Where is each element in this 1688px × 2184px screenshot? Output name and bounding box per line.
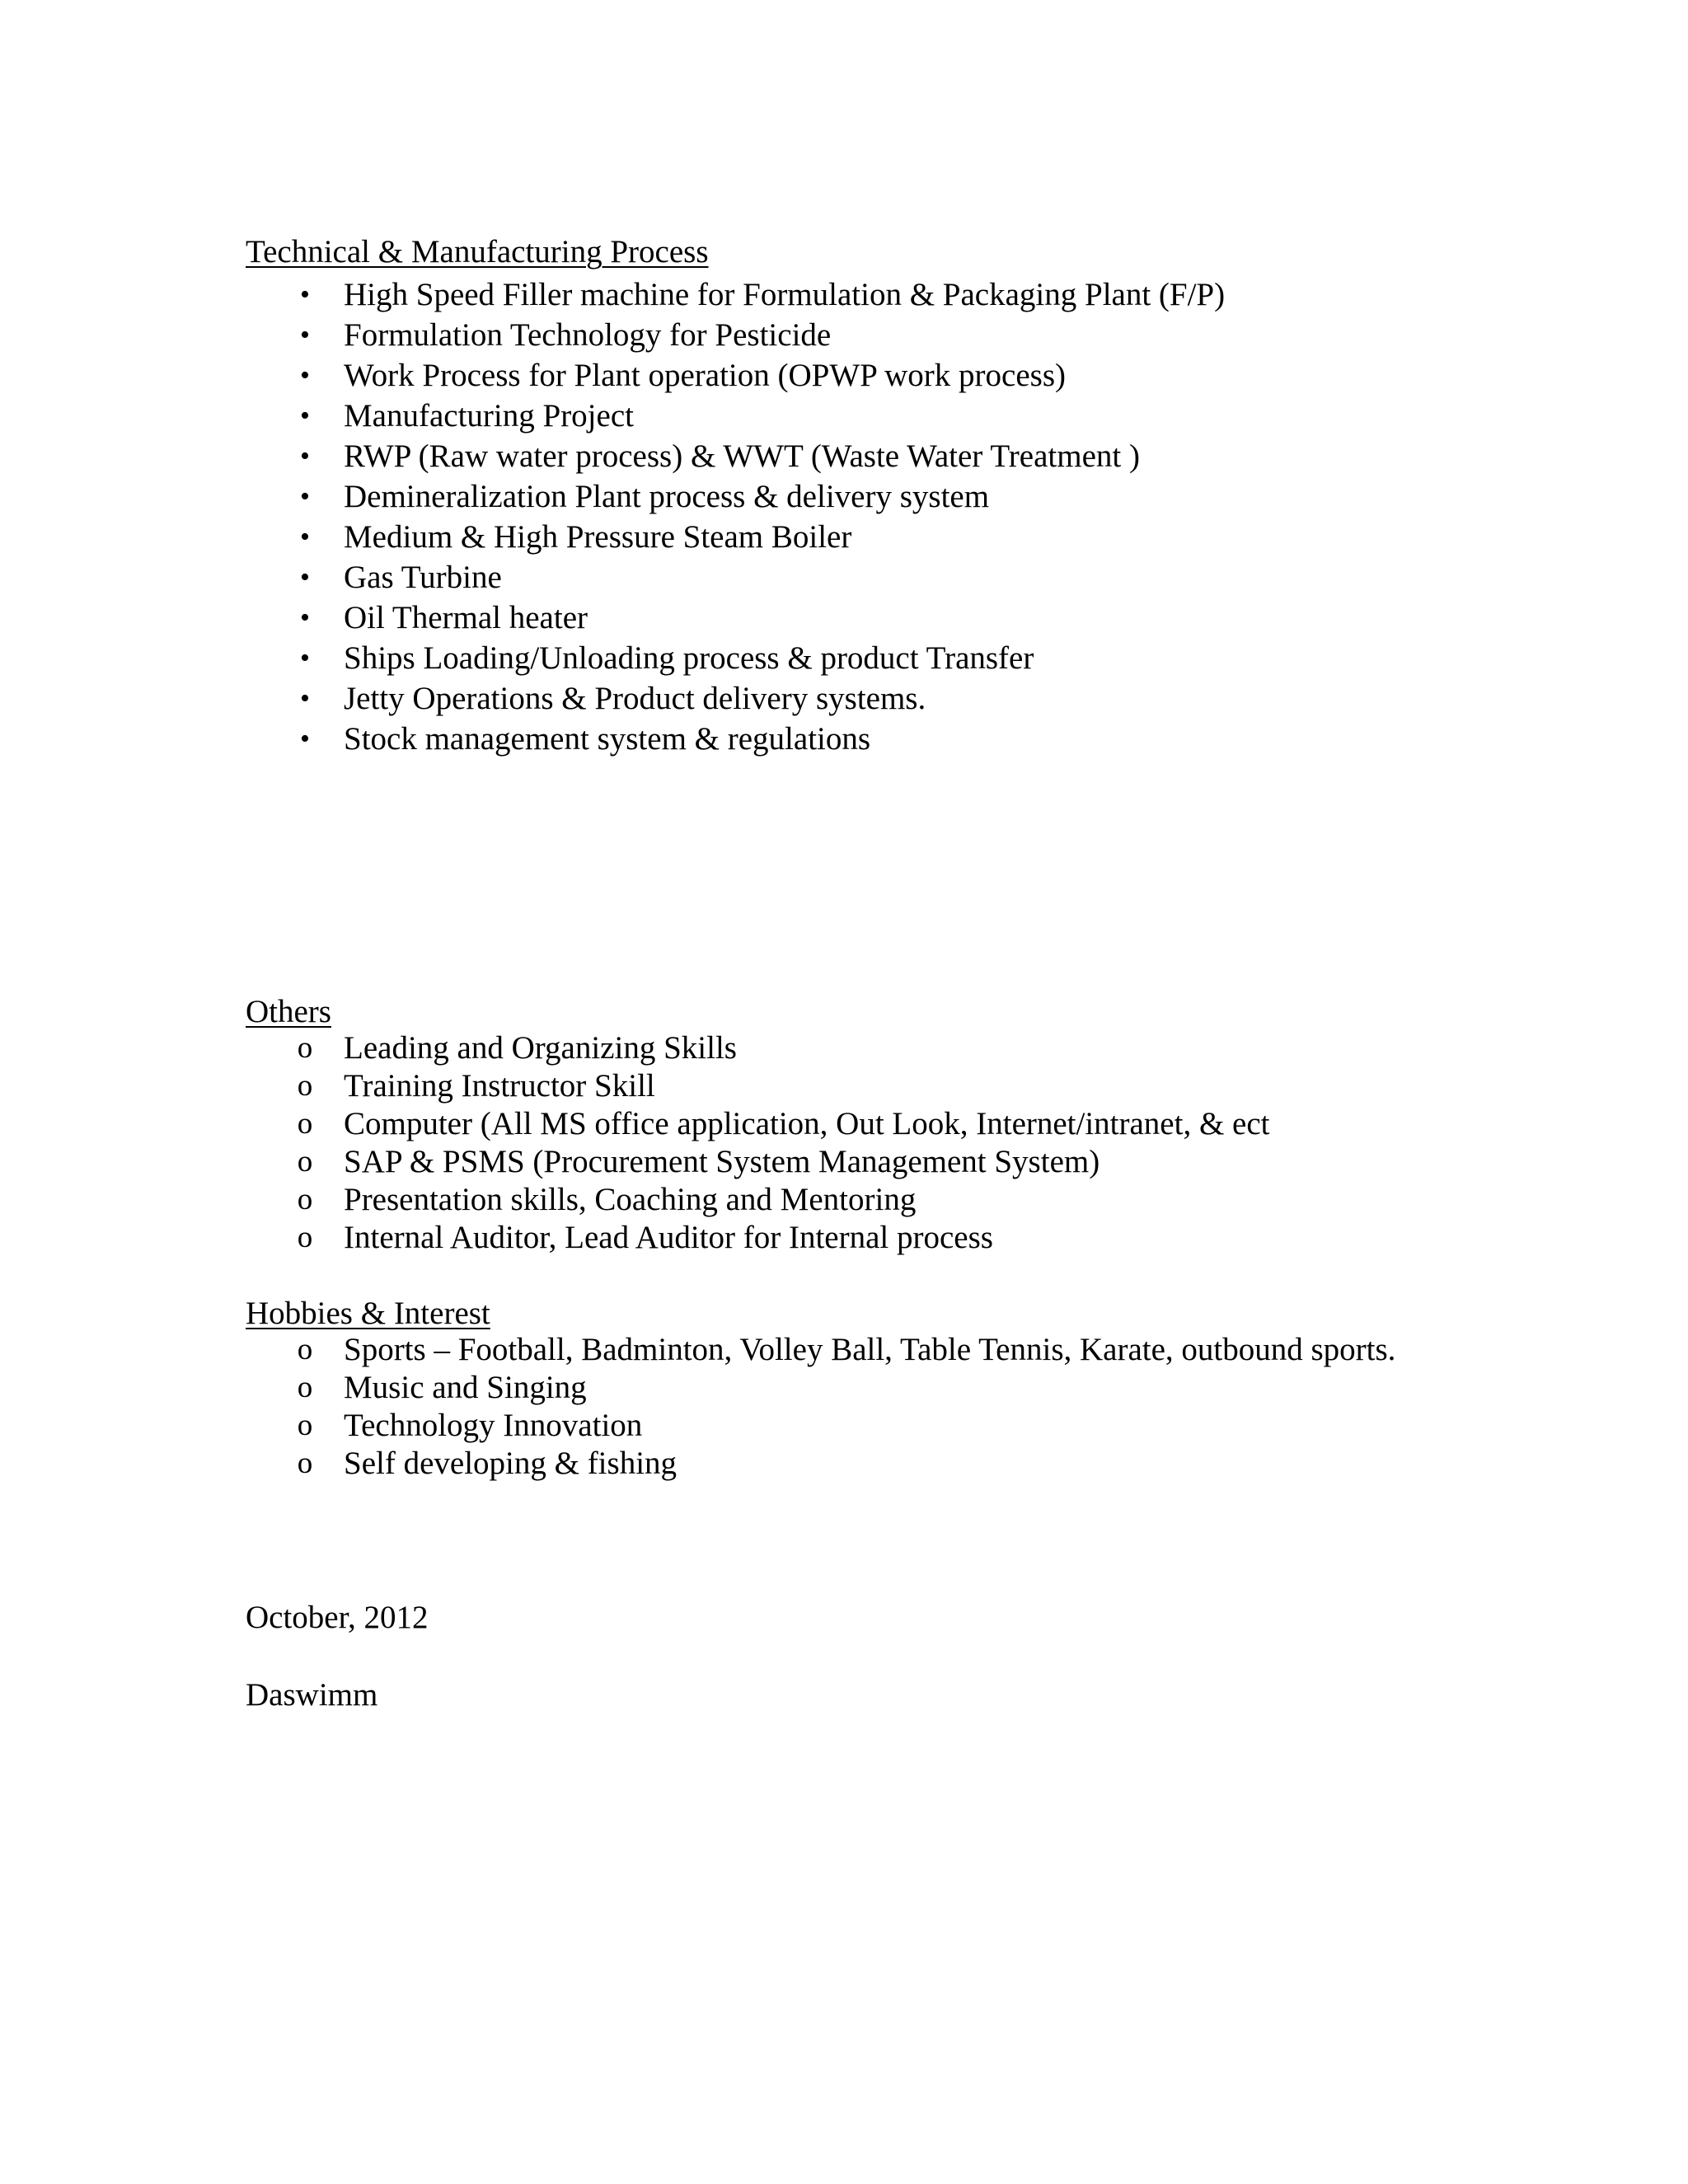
circle-bullet-icon: o bbox=[297, 1145, 313, 1179]
list-item bbox=[246, 1143, 1465, 1181]
list-item bbox=[246, 1067, 1465, 1105]
list-item bbox=[246, 1181, 1465, 1219]
bullet-icon: • bbox=[300, 522, 310, 552]
others-heading: Others bbox=[246, 994, 331, 1029]
document-date: October, 2012 bbox=[246, 1600, 429, 1635]
circle-bullet-icon: o bbox=[297, 1371, 313, 1404]
list-item-text: Work Process for Plant operation (OPWP work process) bbox=[344, 358, 1066, 393]
list-item bbox=[246, 517, 1225, 557]
list-item bbox=[246, 719, 1225, 759]
signature-name: Daswimm bbox=[246, 1677, 378, 1713]
list-item-text: Self developing & fishing bbox=[344, 1446, 678, 1481]
list-item bbox=[246, 1445, 1465, 1483]
list-item bbox=[246, 557, 1225, 598]
list-item-text: Sports – Football, Badminton, Volley Ball, Table Tennis, Karate, outbound sports. bbox=[344, 1332, 1396, 1367]
list-item-text: Training Instructor Skill bbox=[344, 1068, 655, 1104]
list-item-text: Ships Loading/Unloading process & product Transfer bbox=[344, 640, 1034, 676]
list-item bbox=[246, 1407, 1465, 1445]
bullet-icon: • bbox=[300, 562, 310, 593]
list-item-text: Music and Singing bbox=[344, 1370, 587, 1405]
list-item bbox=[246, 638, 1225, 678]
bullet-icon: • bbox=[300, 683, 310, 714]
bullet-icon: • bbox=[300, 643, 310, 673]
bullet-icon: • bbox=[300, 360, 310, 391]
list-item-text: Manufacturing Project bbox=[344, 398, 634, 434]
list-item-text: SAP & PSMS (Procurement System Management System) bbox=[344, 1144, 1100, 1179]
technical-list bbox=[246, 274, 1225, 759]
bullet-icon: • bbox=[300, 401, 310, 431]
list-item-text: High Speed Filler machine for Formulation & Packaging Plant (F/P) bbox=[344, 277, 1226, 312]
list-item-text: Medium & High Pressure Steam Boiler bbox=[344, 519, 852, 555]
list-item-text: Gas Turbine bbox=[344, 560, 502, 595]
bullet-icon: • bbox=[300, 320, 310, 350]
list-item-text: Leading and Organizing Skills bbox=[344, 1030, 737, 1066]
others-list bbox=[246, 1029, 1465, 1257]
list-item bbox=[246, 1029, 1465, 1067]
list-item bbox=[246, 396, 1225, 436]
list-item bbox=[246, 598, 1225, 638]
list-item-text: RWP (Raw water process) & WWT (Waste Water Treatment ) bbox=[344, 438, 1140, 474]
list-item-text: Technology Innovation bbox=[344, 1408, 643, 1443]
circle-bullet-icon: o bbox=[297, 1446, 313, 1480]
list-item bbox=[246, 678, 1225, 719]
circle-bullet-icon: o bbox=[297, 1221, 313, 1254]
circle-bullet-icon: o bbox=[297, 1333, 313, 1366]
circle-bullet-icon: o bbox=[297, 1107, 313, 1141]
circle-bullet-icon: o bbox=[297, 1183, 313, 1216]
list-item bbox=[246, 1331, 1465, 1369]
bullet-icon: • bbox=[300, 279, 310, 310]
list-item-text: Oil Thermal heater bbox=[344, 600, 588, 635]
bullet-icon: • bbox=[300, 481, 310, 512]
circle-bullet-icon: o bbox=[297, 1069, 313, 1103]
technical-heading: Technical & Manufacturing Process bbox=[246, 234, 709, 269]
list-item-text: Stock management system & regulations bbox=[344, 721, 871, 757]
bullet-icon: • bbox=[300, 724, 310, 754]
list-item-text: Internal Auditor, Lead Auditor for Internal process bbox=[344, 1220, 993, 1255]
list-item-text: Formulation Technology for Pesticide bbox=[344, 317, 832, 353]
list-item bbox=[246, 315, 1225, 355]
hobbies-heading: Hobbies & Interest bbox=[246, 1296, 490, 1331]
bullet-icon: • bbox=[300, 602, 310, 633]
list-item bbox=[246, 1219, 1465, 1257]
circle-bullet-icon: o bbox=[297, 1408, 313, 1442]
list-item bbox=[246, 436, 1225, 476]
list-item bbox=[246, 1105, 1465, 1143]
list-item bbox=[246, 274, 1225, 315]
circle-bullet-icon: o bbox=[297, 1031, 313, 1065]
hobbies-list bbox=[246, 1331, 1465, 1483]
list-item bbox=[246, 355, 1225, 396]
bullet-icon: • bbox=[300, 441, 310, 471]
list-item-text: Presentation skills, Coaching and Mentoring bbox=[344, 1182, 917, 1217]
list-item bbox=[246, 476, 1225, 517]
list-item bbox=[246, 1369, 1465, 1407]
list-item-text: Demineralization Plant process & delivery system bbox=[344, 479, 990, 514]
list-item-text: Jetty Operations & Product delivery systems. bbox=[344, 681, 926, 716]
list-item-text: Computer (All MS office application, Out Look, Internet/intranet, & ect bbox=[344, 1106, 1270, 1141]
